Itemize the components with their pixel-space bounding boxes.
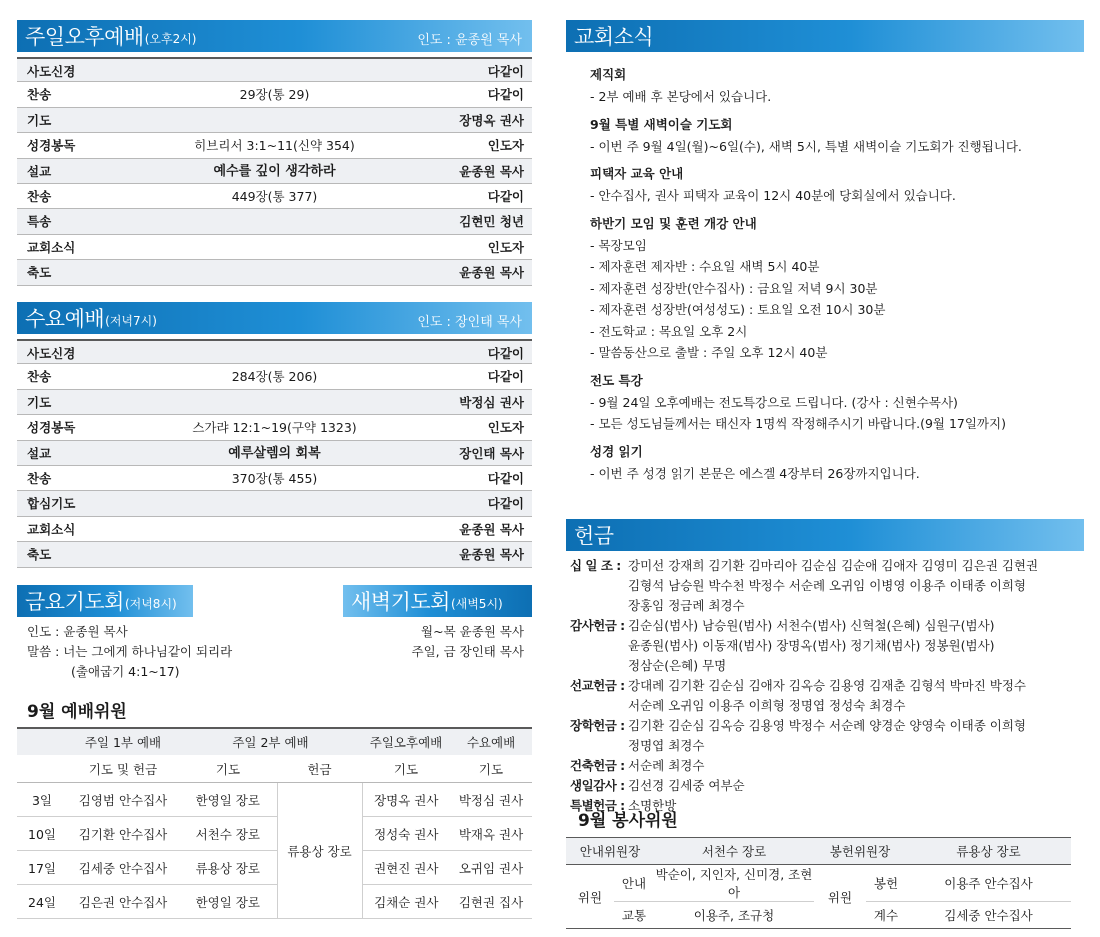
- order-content: 449장(통 377): [231, 188, 318, 204]
- order-row: [17, 108, 532, 133]
- duty-subhead: 기도 및 헌금: [67, 755, 179, 783]
- friday-verse: (출애굽기 4:1~17): [71, 664, 180, 679]
- order-person: 장명옥 권사: [459, 112, 524, 128]
- order-row: [17, 364, 532, 389]
- news-list: [590, 58, 1022, 484]
- friday-info: [27, 622, 232, 682]
- sunday-order-list: [17, 57, 532, 286]
- news-section-title: 제직회: [590, 67, 627, 82]
- news-section-title: 9월 특별 새벽이슬 기도회: [590, 116, 733, 132]
- order-row: [17, 57, 532, 82]
- order-row: [17, 209, 532, 234]
- offering-line: [570, 616, 1082, 636]
- order-item: 설교: [27, 163, 52, 179]
- duty-date: 17일: [17, 851, 67, 885]
- duty-first: 김기환 안수집사: [67, 817, 179, 851]
- offering-names: 강대례 김기환 김순심 김애자 김옥승 김용영 김재춘 김형석 박마진 박정수: [628, 678, 1027, 693]
- wednesday-time: (저녁7시): [105, 314, 157, 328]
- offering-label: 건축헌금 :: [570, 758, 625, 773]
- duty-table: [17, 727, 532, 919]
- order-person: 다같이: [487, 496, 524, 512]
- order-row: [17, 466, 532, 491]
- duty-afternoon: 장명옥 권사: [362, 783, 450, 817]
- sunday-time: (오후2시): [144, 32, 197, 46]
- dawn-time: (새벽5시): [450, 597, 503, 611]
- order-row: [17, 339, 532, 364]
- order-person: 인도자: [487, 420, 524, 436]
- news-section-title: 하반기 모임 및 훈련 개강 안내: [590, 215, 757, 231]
- order-item: 찬송: [27, 188, 52, 204]
- offering-label: [570, 596, 628, 616]
- duty-head-afternoon: 주일오후예배: [362, 728, 450, 755]
- news-section-title: 성경 읽기: [590, 443, 643, 459]
- offering-label: [570, 576, 628, 596]
- duty-wed: 오귀임 권사: [450, 851, 532, 885]
- order-content: 29장(통 29): [239, 87, 310, 103]
- duty-second: 서천수 장로: [179, 817, 277, 851]
- order-item: 성경봉독: [27, 138, 76, 154]
- duty-date: 24일: [17, 885, 67, 919]
- offering-list: [570, 556, 1082, 816]
- news-title: 교회소식: [574, 25, 654, 49]
- order-person: 김현민 청년: [459, 214, 524, 230]
- dawn-info: [412, 622, 525, 662]
- order-row: [17, 542, 532, 567]
- order-content: 예수를 깊이 생각하라: [213, 163, 336, 179]
- news-item: - 제자훈련 제자반 : 수요일 새벽 5시 40분: [590, 259, 820, 274]
- news-item: - 안수집사, 권사 피택자 교육이 12시 40분에 당회실에서 있습니다.: [590, 188, 956, 203]
- offering-label: [570, 636, 628, 656]
- duty-subhead: 헌금: [277, 755, 362, 783]
- news-item: - 제자훈련 성장반(여성성도) : 토요일 오전 10시 30분: [590, 302, 886, 317]
- order-person: 윤종원 목사: [459, 265, 524, 281]
- offering-names: 김순심(범사) 남승원(범사) 서천수(범사) 신혁철(은혜) 심원구(범사): [628, 618, 995, 633]
- offering-line: [570, 736, 1082, 756]
- order-item: 기도: [27, 394, 52, 410]
- order-item: 기도: [27, 112, 52, 128]
- order-item: 찬송: [27, 369, 52, 385]
- offering-line: [570, 696, 1082, 716]
- offering-label: 감사헌금 :: [570, 618, 625, 633]
- order-person: 인도자: [487, 138, 524, 154]
- offering-label: 선교헌금 :: [570, 678, 625, 693]
- duty-afternoon: 권현진 권사: [362, 851, 450, 885]
- news-header: [566, 20, 1084, 52]
- count-label: 계수: [873, 908, 899, 923]
- offering-names: 장홍임 정금례 최경수: [628, 598, 745, 613]
- news-item: - 2부 예배 후 본당에서 있습니다.: [590, 89, 772, 104]
- order-item: 성경봉독: [27, 420, 76, 436]
- offer-name: 이용주 안수집사: [944, 876, 1033, 891]
- news-item: - 목장모임: [590, 237, 647, 253]
- offering-names: 소명한방: [628, 798, 677, 813]
- friday-title: 금요기도회: [25, 590, 124, 614]
- news-item: - 말씀동산으로 출발 : 주일 오후 12시 40분: [590, 345, 828, 360]
- offering-label: 특별헌금 :: [570, 798, 625, 813]
- duty-wed: 박정심 권사: [450, 783, 532, 817]
- duty-subhead: 기도: [362, 755, 450, 783]
- order-row: [17, 441, 532, 466]
- wednesday-leader: 인도 : 장인태 목사: [417, 314, 522, 330]
- sunday-title: 주일오후예배: [25, 25, 144, 49]
- duty-head-wed: 수요예배: [450, 728, 532, 755]
- order-row: [17, 82, 532, 107]
- offering-names: 정명엽 최경수: [628, 738, 705, 753]
- friday-time: (저녁8시): [124, 597, 177, 611]
- news-item: - 모든 성도님들께서는 태신자 1명씩 작정해주시기 바랍니다.(9월 17일까지): [590, 416, 1006, 431]
- member-label-2: 위원: [814, 865, 866, 929]
- duty-header-row-2: [17, 755, 532, 783]
- duty-row: [17, 885, 532, 919]
- news-item: - 전도학교 : 목요일 오후 2시: [590, 323, 748, 339]
- duty-date: 10일: [17, 817, 67, 851]
- sunday-leader: 인도 : 윤종원 목사: [417, 32, 522, 48]
- order-person: 박정심 권사: [459, 394, 524, 410]
- offering-label: [570, 736, 628, 756]
- offer-label: 봉헌: [873, 876, 899, 891]
- order-item: 설교: [27, 445, 52, 461]
- offering-line: [570, 756, 1082, 776]
- offer-head-label: 봉헌위원장: [829, 844, 891, 859]
- duty-first: 김영범 안수집사: [67, 783, 179, 817]
- order-person: 윤종원 목사: [459, 521, 524, 537]
- duty-afternoon: 정성숙 권사: [362, 817, 450, 851]
- offering-line: [570, 656, 1082, 676]
- order-person: 윤종원 목사: [459, 163, 524, 179]
- order-item: 사도신경: [27, 346, 76, 361]
- duty-offering-2: 류용상 장로: [277, 783, 362, 919]
- order-row: [17, 390, 532, 415]
- order-person: 다같이: [487, 470, 524, 486]
- friday-message: 말씀 : 너는 그에게 하나님같이 되리라: [27, 644, 233, 659]
- duty-first: 김세중 안수집사: [67, 851, 179, 885]
- duty-wed: 김현권 집사: [450, 885, 532, 919]
- order-person: 다같이: [487, 346, 524, 361]
- order-row: [17, 235, 532, 260]
- order-person: 윤종원 목사: [459, 547, 524, 563]
- dawn-line-1: 월~목 윤종원 목사: [421, 624, 524, 639]
- duty-first: 김은권 안수집사: [67, 885, 179, 919]
- order-row: [17, 415, 532, 440]
- order-row: [17, 159, 532, 184]
- duty-date: 3일: [17, 783, 67, 817]
- offering-names: 정삼순(은혜) 무명: [628, 658, 727, 673]
- news-item: - 이번 주 성경 읽기 본문은 에스겔 4장부터 26장까지입니다.: [590, 465, 920, 481]
- offering-line: [570, 676, 1082, 696]
- order-item: 교회소식: [27, 521, 76, 537]
- order-item: 찬송: [27, 87, 52, 103]
- order-item: 찬송: [27, 470, 52, 486]
- order-person: 인도자: [487, 239, 524, 255]
- dawn-title: 새벽기도회: [351, 590, 450, 614]
- sunday-header: [17, 20, 532, 52]
- order-person: 다같이: [487, 87, 524, 103]
- offering-line: [570, 596, 1082, 616]
- offering-label: 장학헌금 :: [570, 718, 625, 733]
- news-item: - 제자훈련 성장반(안수집사) : 금요일 저녁 9시 30분: [590, 280, 878, 296]
- order-item: 합심기도: [27, 496, 76, 512]
- traffic-label: 교통: [621, 908, 647, 923]
- duty-row: [17, 783, 532, 817]
- order-row: [17, 517, 532, 542]
- duty-head-first: 주일 1부 예배: [67, 728, 179, 755]
- order-content: 예루살렘의 회복: [228, 445, 321, 461]
- news-item: - 이번 주 9월 4일(월)~6일(수), 새벽 5시, 특별 새벽이슬 기도회가 진행됩니다.: [590, 138, 1022, 154]
- order-row: [17, 133, 532, 158]
- wednesday-header: [17, 302, 532, 334]
- wednesday-order-list: [17, 339, 532, 568]
- order-row: [17, 491, 532, 516]
- member-label: 위원: [566, 865, 614, 929]
- order-item: 축도: [27, 265, 52, 281]
- offering-title: 헌금: [574, 524, 614, 548]
- duty-row: [17, 817, 532, 851]
- news-section-title: 피택자 교육 안내: [590, 166, 684, 181]
- offering-names: 강미선 강재희 김기환 김마리아 김순심 김순애 김애자 김영미 김은권 김현권: [628, 558, 1039, 573]
- duty-wed: 박재옥 권사: [450, 817, 532, 851]
- guide-head-name: 서천수 장로: [701, 844, 767, 859]
- duty-afternoon: 김채순 권사: [362, 885, 450, 919]
- friday-header: [17, 585, 193, 617]
- offering-line: [570, 776, 1082, 796]
- order-row: [17, 184, 532, 209]
- offering-names: 서순례 오귀임 이용주 이희형 정명엽 정성숙 최경수: [628, 698, 906, 713]
- offering-label: 십 일 조 :: [570, 558, 621, 573]
- duty-second: 한영일 장로: [179, 783, 277, 817]
- offering-names: 서순례 최경수: [628, 758, 705, 773]
- order-item: 특송: [27, 214, 52, 230]
- order-content: 스가랴 12:1~19(구약 1323): [192, 420, 357, 436]
- duty-subhead: 기도: [450, 755, 532, 783]
- offering-header: [566, 519, 1084, 551]
- offering-names: 김형석 남승원 박수천 박정수 서순례 오귀임 이병영 이용주 이태종 이희형: [628, 578, 1027, 593]
- offering-label: [570, 656, 628, 676]
- offering-line: [570, 556, 1082, 576]
- order-person: 다같이: [487, 369, 524, 385]
- duty-header-row-1: [17, 728, 532, 755]
- service-title: 9월 봉사위원: [578, 811, 678, 831]
- dawn-header: [343, 585, 532, 617]
- offering-names: 윤종원(범사) 이동재(범사) 장명옥(범사) 정기채(범사) 정봉원(범사): [628, 638, 995, 653]
- count-name: 김세중 안수집사: [944, 908, 1033, 923]
- offering-line: [570, 716, 1082, 736]
- offering-names: 김기환 김순심 김옥승 김용영 박정수 서순례 양경순 양영숙 이태종 이희형: [628, 718, 1027, 733]
- duty-second: 류용상 장로: [179, 851, 277, 885]
- traffic-names: 이용주, 조규청: [693, 908, 775, 923]
- wednesday-title: 수요예배: [25, 307, 105, 331]
- order-item: 축도: [27, 547, 52, 563]
- service-table: [566, 837, 1071, 929]
- order-person: 장인태 목사: [459, 445, 524, 461]
- order-item: 사도신경: [27, 64, 76, 79]
- duty-title: 9월 예배위원: [27, 702, 127, 722]
- order-person: 다같이: [487, 64, 524, 79]
- offering-line: [570, 636, 1082, 656]
- duty-second: 한영일 장로: [179, 885, 277, 919]
- order-item: 교회소식: [27, 239, 76, 255]
- offering-label: [570, 696, 628, 716]
- order-row: [17, 260, 532, 285]
- guide-label: 안내: [621, 876, 647, 891]
- order-content: 284장(통 206): [231, 369, 318, 385]
- duty-row: [17, 851, 532, 885]
- offering-names: 김선경 김세중 여부순: [628, 778, 745, 793]
- duty-head-second: 주일 2부 예배: [179, 728, 362, 755]
- news-item: - 9월 24일 오후예배는 전도특강으로 드립니다. (강사 : 신현수목사): [590, 394, 958, 410]
- guide-head-label: 안내위원장: [579, 844, 641, 859]
- duty-subhead: 기도: [179, 755, 277, 783]
- news-section-title: 전도 특강: [590, 372, 643, 388]
- guide-names: 박순이, 지인자, 신미경, 조현아: [655, 867, 813, 900]
- order-person: 다같이: [487, 188, 524, 204]
- order-content: 히브리서 3:1~11(신약 354): [194, 138, 355, 154]
- offer-head-name: 류용상 장로: [956, 844, 1021, 859]
- offering-label: 생일감사 :: [570, 778, 625, 793]
- dawn-line-2: 주일, 금 장인태 목사: [411, 644, 524, 659]
- service-row: [566, 865, 1071, 902]
- offering-line: [570, 576, 1082, 596]
- order-content: 370장(통 455): [231, 470, 318, 486]
- service-head-row: [566, 838, 1071, 865]
- friday-leader: 인도 : 윤종원 목사: [27, 624, 128, 639]
